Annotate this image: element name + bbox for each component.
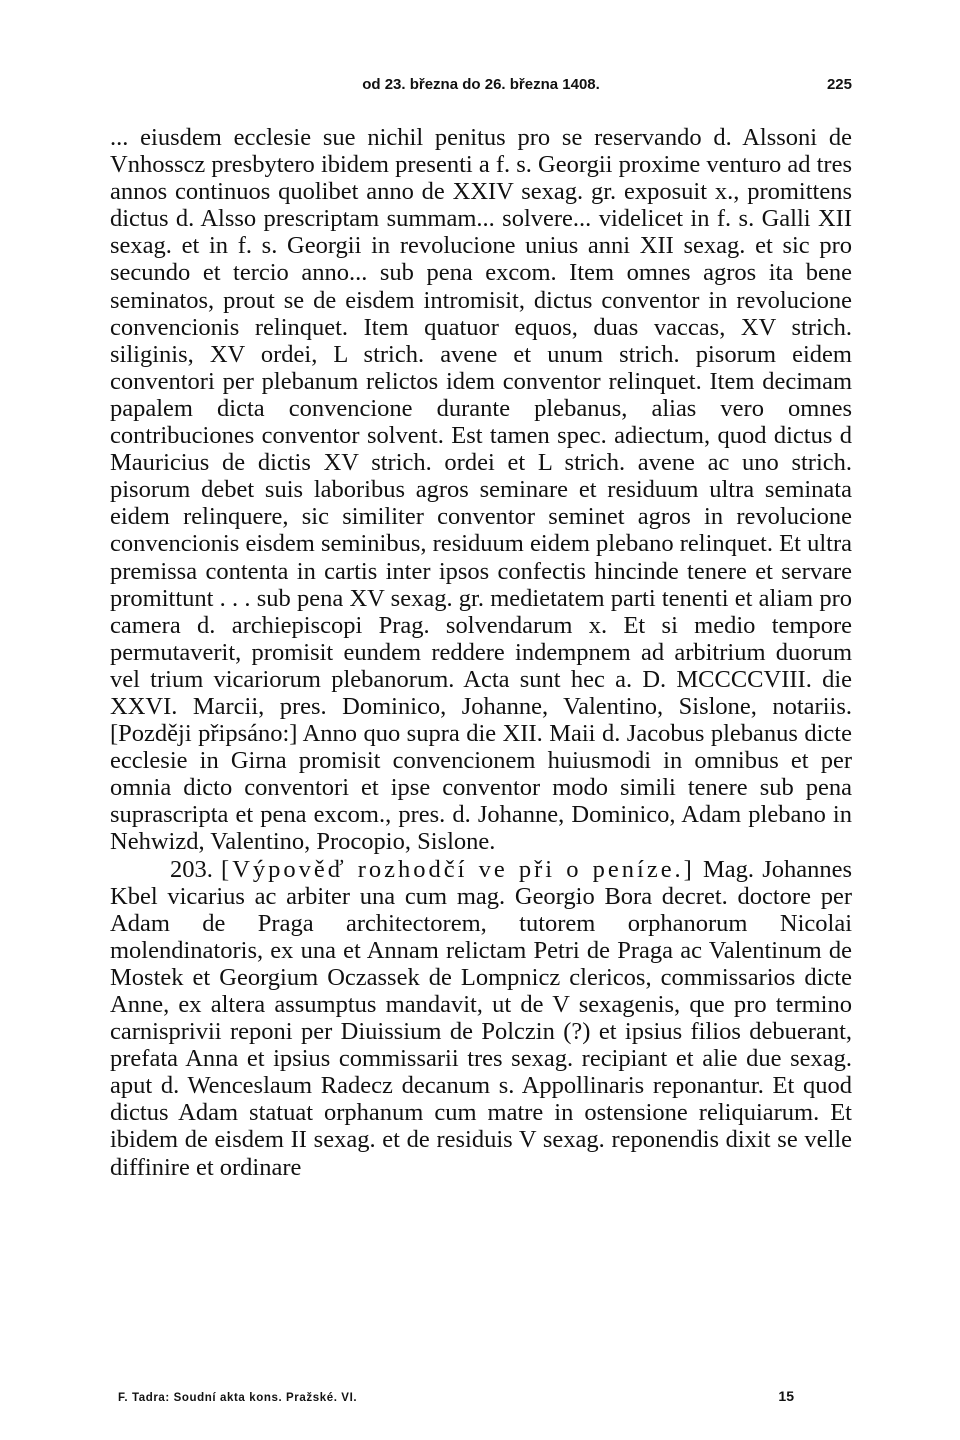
entry-continuation-text: ... eiusdem ecclesie sue nichil penitus pro se reservando d. Alssoni de Vnhosscz presbytero ibidem presenti a f. s. Georgii proxime venturo ad tres annos continuos quolibet anno de XXIV sexag. gr. exposuit x., promittens dictus d. Alsso prescriptam summam... solvere... videlicet in f. s. Galli XII sexag. et in f. s. Georgii in revolucione unius anni XII sexag. et sic pro secundo et tercio anno... sub pena excom. Item omnes agros ita bene seminatos, prout se de eisdem intromisit, dictus conventor in revolucione convencionis relinquet. Item quatuor equos, duas vaccas, XV strich. siliginis, XV ordei, L strich. avene et unum strich. pisorum eidem conventori per plebanum relictos idem conventor relinquet. Item decimam papalem dicta convencione durante plebanus, alias vero omnes contribuciones conventor solvent. Est tamen spec. adiectum, quod dictus d Mauricius de dictis XV strich. ordei et L strich. avene ac uno strich. pisorum debet suis laboribus agros seminare et residuum ultra seminata eidem relinquere, sic similiter conventor seminet agros in revolucione convencionis eisdem seminibus, residuum eidem plebano relinquet. Et ultra premissa contenta in cartis inter ipsos confectis hincinde tenere et servare promittunt . . . sub pena XV sexag. gr. medietatem parti tenenti et aliam pro camera d. archiepiscopi Prag. solvendarum x. Et si medio tempore permutaverit, promisit eundem reddere indempnem ad arbitrium duorum vel trium vicariorum plebanorum. Acta sunt hec a. D. MCCCCVIII. die XXVI. Marcii, pres. Dominico, Johanne, Valentino, Sislone, notariis. [Později připsáno:] Anno quo supra die XII. Maii d. Jacobus plebanus dicte ecclesie in Girna promisit convencionem huiusmodi in omnibus et per omnia dicto conventori et ipse conventor modo simili tenere sub pena suprascripta et pena excom., pres. d. Johanne, Dominico, Adam plebano in Nehwizd, Valentino, Procopio, Sislone. (110, 124, 852, 856)
sheet-signature-number: 15 (778, 1388, 794, 1404)
body-text (110, 124, 852, 1181)
page-footer (118, 1388, 794, 1410)
page-header (110, 76, 852, 100)
entry-203-text: Mag. Johannes Kbel vicarius ac arbiter una cum mag. Georgio Bora decret. doctore per Adam de Praga architectorem, tutorem orphanorum Nicolai molendinatoris, ex una et Annam relictam Petri de Praga ac Valentinum de Mostek et Georgium Oczassek de Lompnicz clericos, commissarios dicte Anne, ex altera assumptus mandavit, ut de V sexagenis, que pro termino carnisprivii reponi per Diuissium de Polczin (?) et ipsius filios debuerant, prefata Anna et ipsius commissarii tres sexag. recipiant et alie due sexag. aput d. Wenceslaum Radecz decanum s. Appollinaris reponantur. Et quod dictus Adam statuat orphanum cum matre in ostensione reliquiarum. Et ibidem de eisdem II sexag. et de residuis V sexag. reponendis dixit se velle diffinire et ordinare (110, 855, 853, 1181)
entry-heading: [Výpověď rozhodčí ve při o peníze.] (221, 855, 695, 883)
entry-203-paragraph (110, 856, 852, 1181)
entry-continuation-paragraph (110, 124, 852, 856)
page-number: 225 (826, 76, 852, 93)
source-citation: F. Tadra: Soudní akta kons. Pražské. VI. (118, 1392, 358, 1404)
entry-number: 203. (170, 855, 213, 883)
running-title: od 23. března do 26. března 1408. (362, 76, 600, 93)
